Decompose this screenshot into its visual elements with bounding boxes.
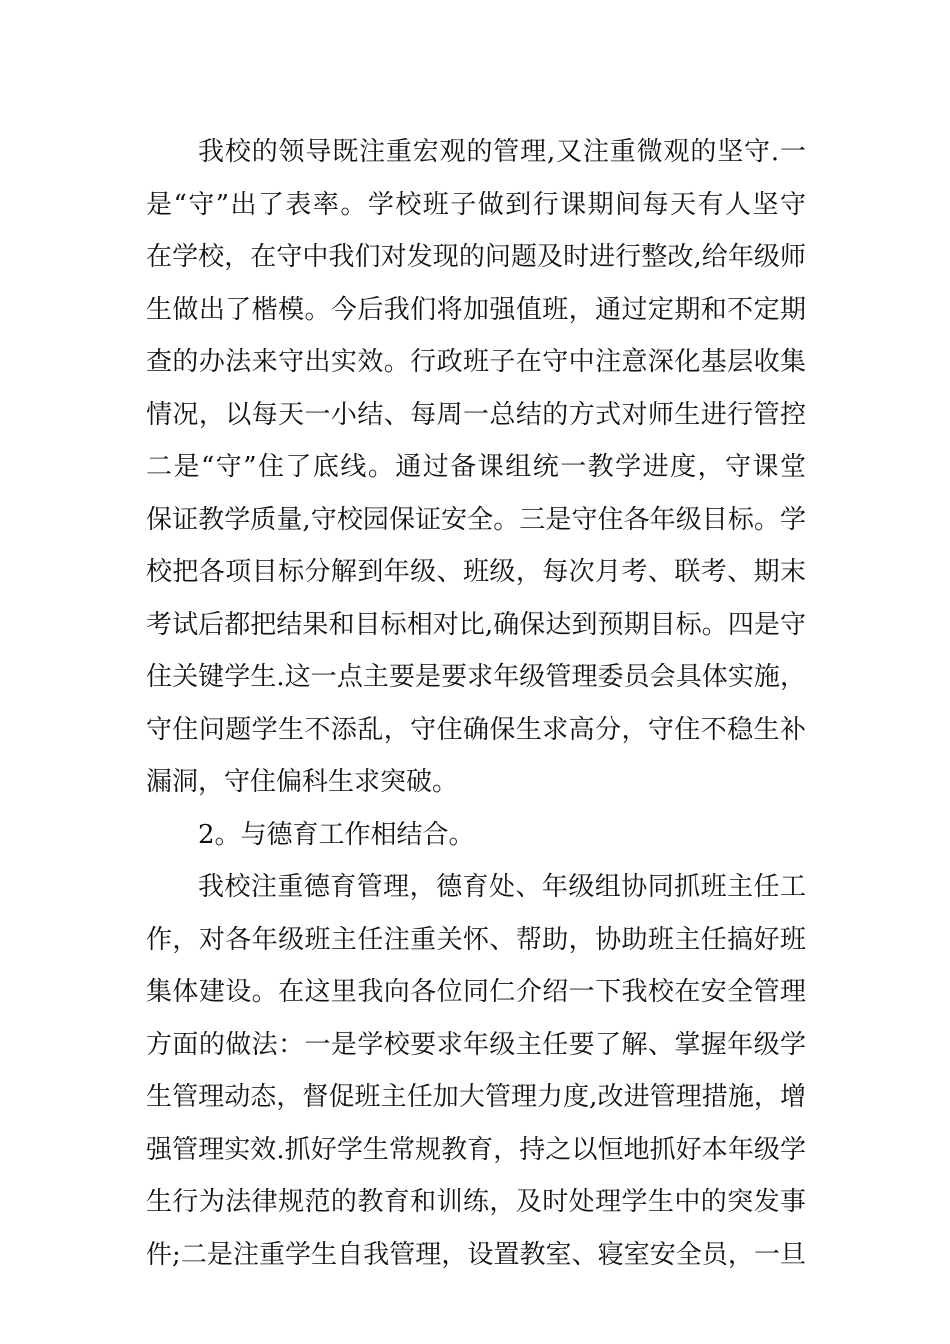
paragraph-line: 生管理动态，督促班主任加大管理力度,改进管理措施，增 — [146, 1082, 806, 1112]
paragraph-line: 守住问题学生不添乱，守住确保生求高分，守住不稳生补 — [146, 714, 806, 745]
paragraph-line: 生做出了楷模。今后我们将加强值班，通过定期和不定期 — [146, 294, 806, 325]
paragraph-line: 我校的领导既注重宏观的管理,又注重微观的坚守.一 — [198, 137, 806, 167]
paragraph-line: 情况，以每天一小结、每周一总结的方式对师生进行管控 — [146, 399, 806, 430]
paragraph-line: 考试后都把结果和目标相对比,确保达到预期目标。四是守 — [146, 609, 806, 640]
paragraph-line: 集体建设。在这里我向各位同仁介绍一下我校在安全管理 — [146, 977, 806, 1007]
paragraph-line: 强管理实效.抓好学生常规教育，持之以恒地抓好本年级学 — [146, 1134, 806, 1165]
paragraph-line: 漏洞，守住偏科生求突破。 — [146, 767, 459, 797]
paragraph-line: 校把各项目标分解到年级、班级，每次月考、联考、期末 — [146, 557, 806, 587]
paragraph-line: 二是“守”住了底线。通过备课组统一教学进度，守课堂 — [146, 452, 806, 482]
paragraph-line: 方面的做法：一是学校要求年级主任要了解、掌握年级学 — [146, 1029, 806, 1060]
paragraph-line: 保证教学质量,守校园保证安全。三是守住各年级目标。学 — [146, 504, 806, 535]
paragraph-line: 件;二是注重学生自我管理，设置教室、寝室安全员，一旦 — [146, 1239, 806, 1270]
section-heading: 2。与德育工作相结合。 — [198, 819, 475, 850]
body-text — [146, 126, 806, 1281]
paragraph-line: 作，对各年级班主任注重关怀、帮助，协助班主任搞好班 — [146, 924, 806, 955]
paragraph-line: 我校注重德育管理，德育处、年级组协同抓班主任工 — [198, 872, 806, 902]
paragraph-line: 查的办法来守出实效。行政班子在守中注意深化基层收集 — [146, 347, 806, 377]
paragraph-line: 在学校，在守中我们对发现的问题及时进行整改,给年级师 — [146, 242, 806, 272]
paragraph-line: 住关键学生.这一点主要是要求年级管理委员会具体实施， — [146, 662, 806, 692]
paragraph-line: 是“守”出了表率。学校班子做到行课期间每天有人坚守 — [146, 189, 806, 220]
paragraph-line: 生行为法律规范的教育和训练，及时处理学生中的突发事 — [146, 1187, 806, 1217]
